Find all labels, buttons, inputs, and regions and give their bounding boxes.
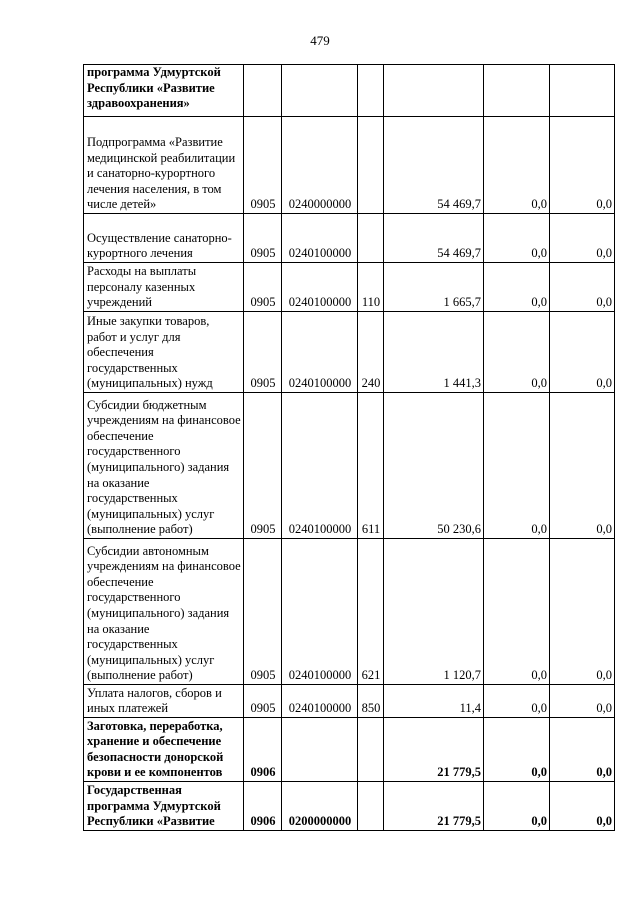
row-amount-3: 0,0 <box>550 782 615 831</box>
page-number: 479 <box>310 33 330 48</box>
row-amount-1: 50 230,6 <box>384 393 484 539</box>
row-target-code: 0240100000 <box>282 312 358 393</box>
row-name: Подпрограмма «Развитие медицинской реабилитации и санаторно-курортного лечения населения, в том числе детей» <box>84 117 244 214</box>
table-row <box>84 685 615 718</box>
row-section-code: 0905 <box>244 117 282 214</box>
table-row <box>84 65 615 117</box>
table-row <box>84 263 615 312</box>
row-amount-1: 21 779,5 <box>384 718 484 782</box>
row-target-code: 0240100000 <box>282 685 358 718</box>
row-section-code: 0905 <box>244 263 282 312</box>
row-section-code <box>244 65 282 117</box>
row-expense-type <box>358 65 384 117</box>
row-amount-2: 0,0 <box>484 718 550 782</box>
row-target-code <box>282 65 358 117</box>
row-name: Субсидии автономным учреждениям на финансовое обеспечение государственного (муниципального) задания на оказание государственных (муниципальных) услуг (выполнение работ) <box>84 539 244 685</box>
table-row <box>84 214 615 263</box>
row-amount-1: 1 120,7 <box>384 539 484 685</box>
table-row <box>84 782 615 831</box>
row-section-code: 0905 <box>244 214 282 263</box>
row-expense-type: 110 <box>358 263 384 312</box>
row-name: Уплата налогов, сборов и иных платежей <box>84 685 244 718</box>
row-target-code <box>282 718 358 782</box>
row-expense-type: 240 <box>358 312 384 393</box>
row-name: программа Удмуртской Республики «Развитие здравоохранения» <box>84 65 244 117</box>
row-section-code: 0906 <box>244 782 282 831</box>
row-amount-3: 0,0 <box>550 539 615 685</box>
table-row <box>84 718 615 782</box>
row-name: Иные закупки товаров, работ и услуг для обеспечения государственных (муниципальных) нужд <box>84 312 244 393</box>
row-amount-2: 0,0 <box>484 263 550 312</box>
row-name: Заготовка, переработка, хранение и обеспечение безопасности донорской крови и ее компонентов <box>84 718 244 782</box>
row-target-code: 0240100000 <box>282 214 358 263</box>
row-amount-2: 0,0 <box>484 782 550 831</box>
row-amount-3: 0,0 <box>550 312 615 393</box>
row-section-code: 0905 <box>244 539 282 685</box>
row-expense-type <box>358 718 384 782</box>
row-expense-type: 621 <box>358 539 384 685</box>
row-amount-2: 0,0 <box>484 117 550 214</box>
row-name: Расходы на выплаты персоналу казенных учреждений <box>84 263 244 312</box>
row-amount-2 <box>484 65 550 117</box>
row-amount-3 <box>550 65 615 117</box>
row-expense-type: 850 <box>358 685 384 718</box>
row-section-code: 0906 <box>244 718 282 782</box>
row-amount-1: 1 665,7 <box>384 263 484 312</box>
row-amount-3: 0,0 <box>550 214 615 263</box>
row-target-code: 0240100000 <box>282 393 358 539</box>
row-amount-3: 0,0 <box>550 718 615 782</box>
row-target-code: 0200000000 <box>282 782 358 831</box>
row-target-code: 0240100000 <box>282 263 358 312</box>
table-row <box>84 539 615 685</box>
row-section-code: 0905 <box>244 393 282 539</box>
row-amount-2: 0,0 <box>484 214 550 263</box>
row-target-code: 0240000000 <box>282 117 358 214</box>
row-amount-1: 11,4 <box>384 685 484 718</box>
row-amount-3: 0,0 <box>550 263 615 312</box>
table-row <box>84 393 615 539</box>
row-amount-1: 1 441,3 <box>384 312 484 393</box>
budget-table <box>83 64 615 831</box>
row-amount-1: 21 779,5 <box>384 782 484 831</box>
row-amount-1 <box>384 65 484 117</box>
row-amount-3: 0,0 <box>550 117 615 214</box>
row-expense-type: 611 <box>358 393 384 539</box>
row-amount-1: 54 469,7 <box>384 214 484 263</box>
row-name: Субсидии бюджетным учреждениям на финансовое обеспечение государственного (муниципального) задания на оказание государственных (муниципальных) услуг (выполнение работ) <box>84 393 244 539</box>
row-expense-type <box>358 117 384 214</box>
row-amount-1: 54 469,7 <box>384 117 484 214</box>
row-target-code: 0240100000 <box>282 539 358 685</box>
row-name: Государственная программа Удмуртской Республики «Развитие <box>84 782 244 831</box>
table-row <box>84 117 615 214</box>
row-amount-2: 0,0 <box>484 685 550 718</box>
table-row <box>84 312 615 393</box>
row-amount-2: 0,0 <box>484 312 550 393</box>
row-section-code: 0905 <box>244 312 282 393</box>
row-name: Осуществление санаторно-курортного лечения <box>84 214 244 263</box>
row-amount-2: 0,0 <box>484 393 550 539</box>
row-section-code: 0905 <box>244 685 282 718</box>
row-amount-2: 0,0 <box>484 539 550 685</box>
row-amount-3: 0,0 <box>550 685 615 718</box>
row-expense-type <box>358 782 384 831</box>
row-amount-3: 0,0 <box>550 393 615 539</box>
row-expense-type <box>358 214 384 263</box>
